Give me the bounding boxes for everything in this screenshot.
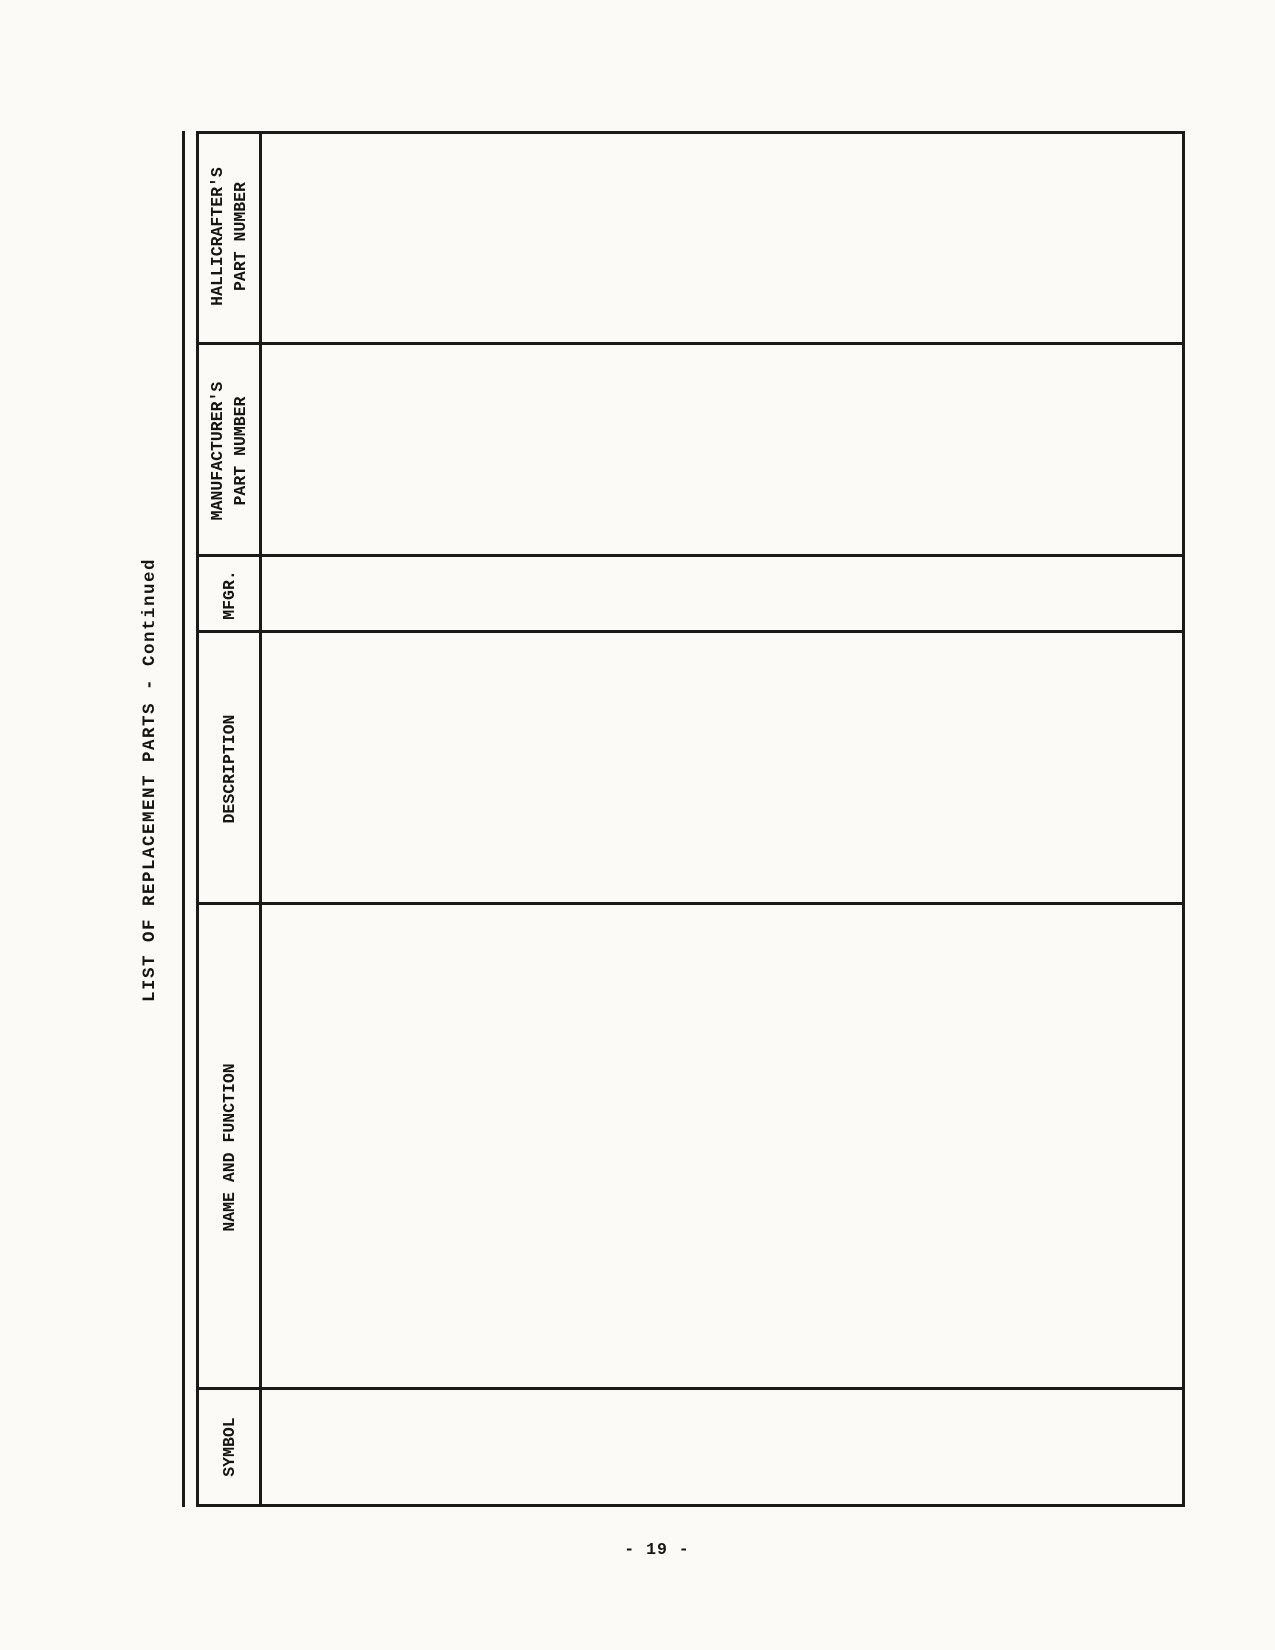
header-label: MANUFACTURER'S <box>208 381 227 521</box>
table-outer-rule <box>182 131 185 1507</box>
header-label: PART NUMBER <box>231 182 250 291</box>
header-label: HALLICRAFTER'S <box>208 167 227 306</box>
header-label: NAME AND FUNCTION <box>219 1063 239 1232</box>
page-title: LIST OF REPLACEMENT PARTS - Continued <box>140 557 160 1002</box>
column-divider-line <box>199 554 1182 557</box>
column-divider-line <box>199 1387 1182 1390</box>
column-header-manufacturer-pn <box>199 345 259 557</box>
header-label: PART NUMBER <box>231 396 250 506</box>
parts-table <box>196 131 1185 1507</box>
header-label: SYMBOL <box>219 1417 239 1477</box>
column-divider-line <box>199 902 1182 905</box>
column-divider-line <box>199 342 1182 345</box>
header-divider-line <box>259 134 262 1504</box>
column-header-name <box>199 905 259 1390</box>
column-header-hallicrafter-pn <box>199 128 259 345</box>
column-header-mfgr <box>199 557 259 633</box>
header-label: DESCRIPTION <box>219 714 239 824</box>
column-header-description <box>199 633 259 905</box>
column-divider-line <box>199 630 1182 633</box>
header-label: MFGR. <box>219 570 239 620</box>
page-number: - 19 - <box>624 1540 690 1559</box>
column-header-symbol <box>199 1390 259 1504</box>
